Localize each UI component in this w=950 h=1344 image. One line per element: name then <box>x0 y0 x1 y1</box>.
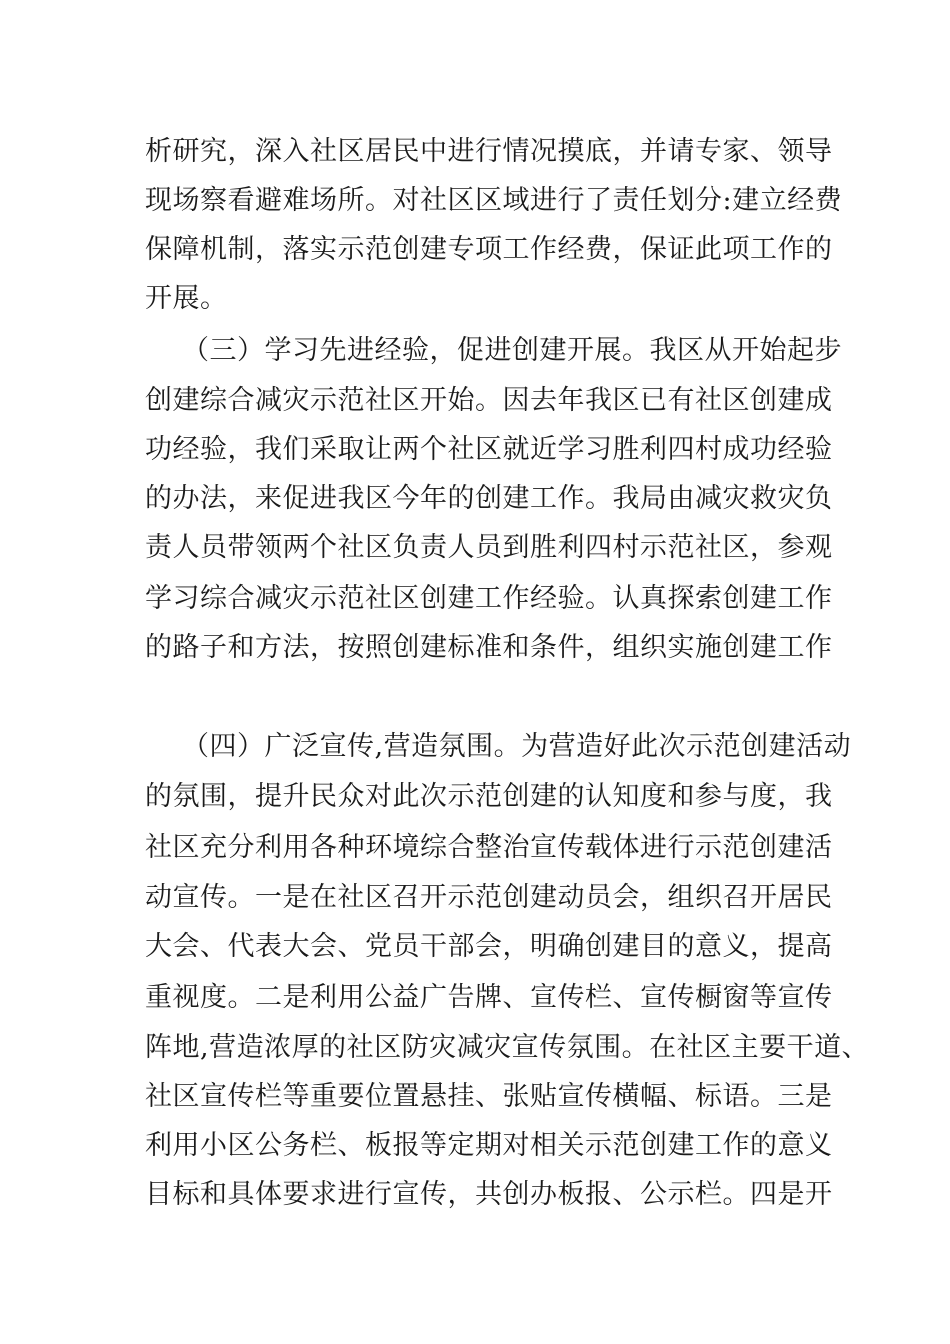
text-line: 创建综合减灾示范社区开始。因去年我区已有社区创建成 <box>145 385 833 416</box>
text-line: 保障机制，落实示范创建专项工作经费，保证此项工作的 <box>145 234 833 265</box>
text-line: 责人员带领两个社区负责人员到胜利四村示范社区，参观 <box>145 532 833 563</box>
text-line: 析研究，深入社区居民中进行情况摸底，并请专家、领导 <box>145 136 833 167</box>
text-line: 阵地,营造浓厚的社区防灾减灾宣传氛围。在社区主要干道、 <box>145 1032 870 1063</box>
text-line: 社区宣传栏等重要位置悬挂、张贴宣传横幅、标语。三是 <box>145 1081 833 1112</box>
text-line: 社区充分利用各种环境综合整治宣传载体进行示范创建活 <box>145 832 833 863</box>
text-line: 的路子和方法，按照创建标准和条件，组织实施创建工作 <box>145 632 833 663</box>
text-line: 目标和具体要求进行宣传，共创办板报、公示栏。四是开 <box>145 1179 833 1210</box>
text-line: 重视度。二是利用公益广告牌、宣传栏、宣传橱窗等宣传 <box>145 982 833 1013</box>
text-line: 功经验，我们采取让两个社区就近学习胜利四村成功经验 <box>145 434 833 465</box>
text-line: 学习综合减灾示范社区创建工作经验。认真探索创建工作 <box>145 583 833 614</box>
text-line: 的办法，来促进我区今年的创建工作。我局由减灾救灾负 <box>145 483 833 514</box>
paragraph-heading-line: （三）学习先进经验，促进创建开展。我区从开始起步 <box>182 335 842 366</box>
text-line: 动宣传。一是在社区召开示范创建动员会，组织召开居民 <box>145 882 833 913</box>
paragraph-heading-line: （四）广泛宣传,营造氛围。为营造好此次示范创建活动 <box>182 731 852 762</box>
text-line: 开展。 <box>145 283 228 314</box>
text-line: 利用小区公务栏、板报等定期对相关示范创建工作的意义 <box>145 1130 833 1161</box>
text-line: 的氛围，提升民众对此次示范创建的认知度和参与度，我 <box>145 781 833 812</box>
text-line: 大会、代表大会、党员干部会，明确创建目的意义，提高 <box>145 931 833 962</box>
text-line: 现场察看避难场所。对社区区域进行了责任划分:建立经费 <box>145 185 843 216</box>
